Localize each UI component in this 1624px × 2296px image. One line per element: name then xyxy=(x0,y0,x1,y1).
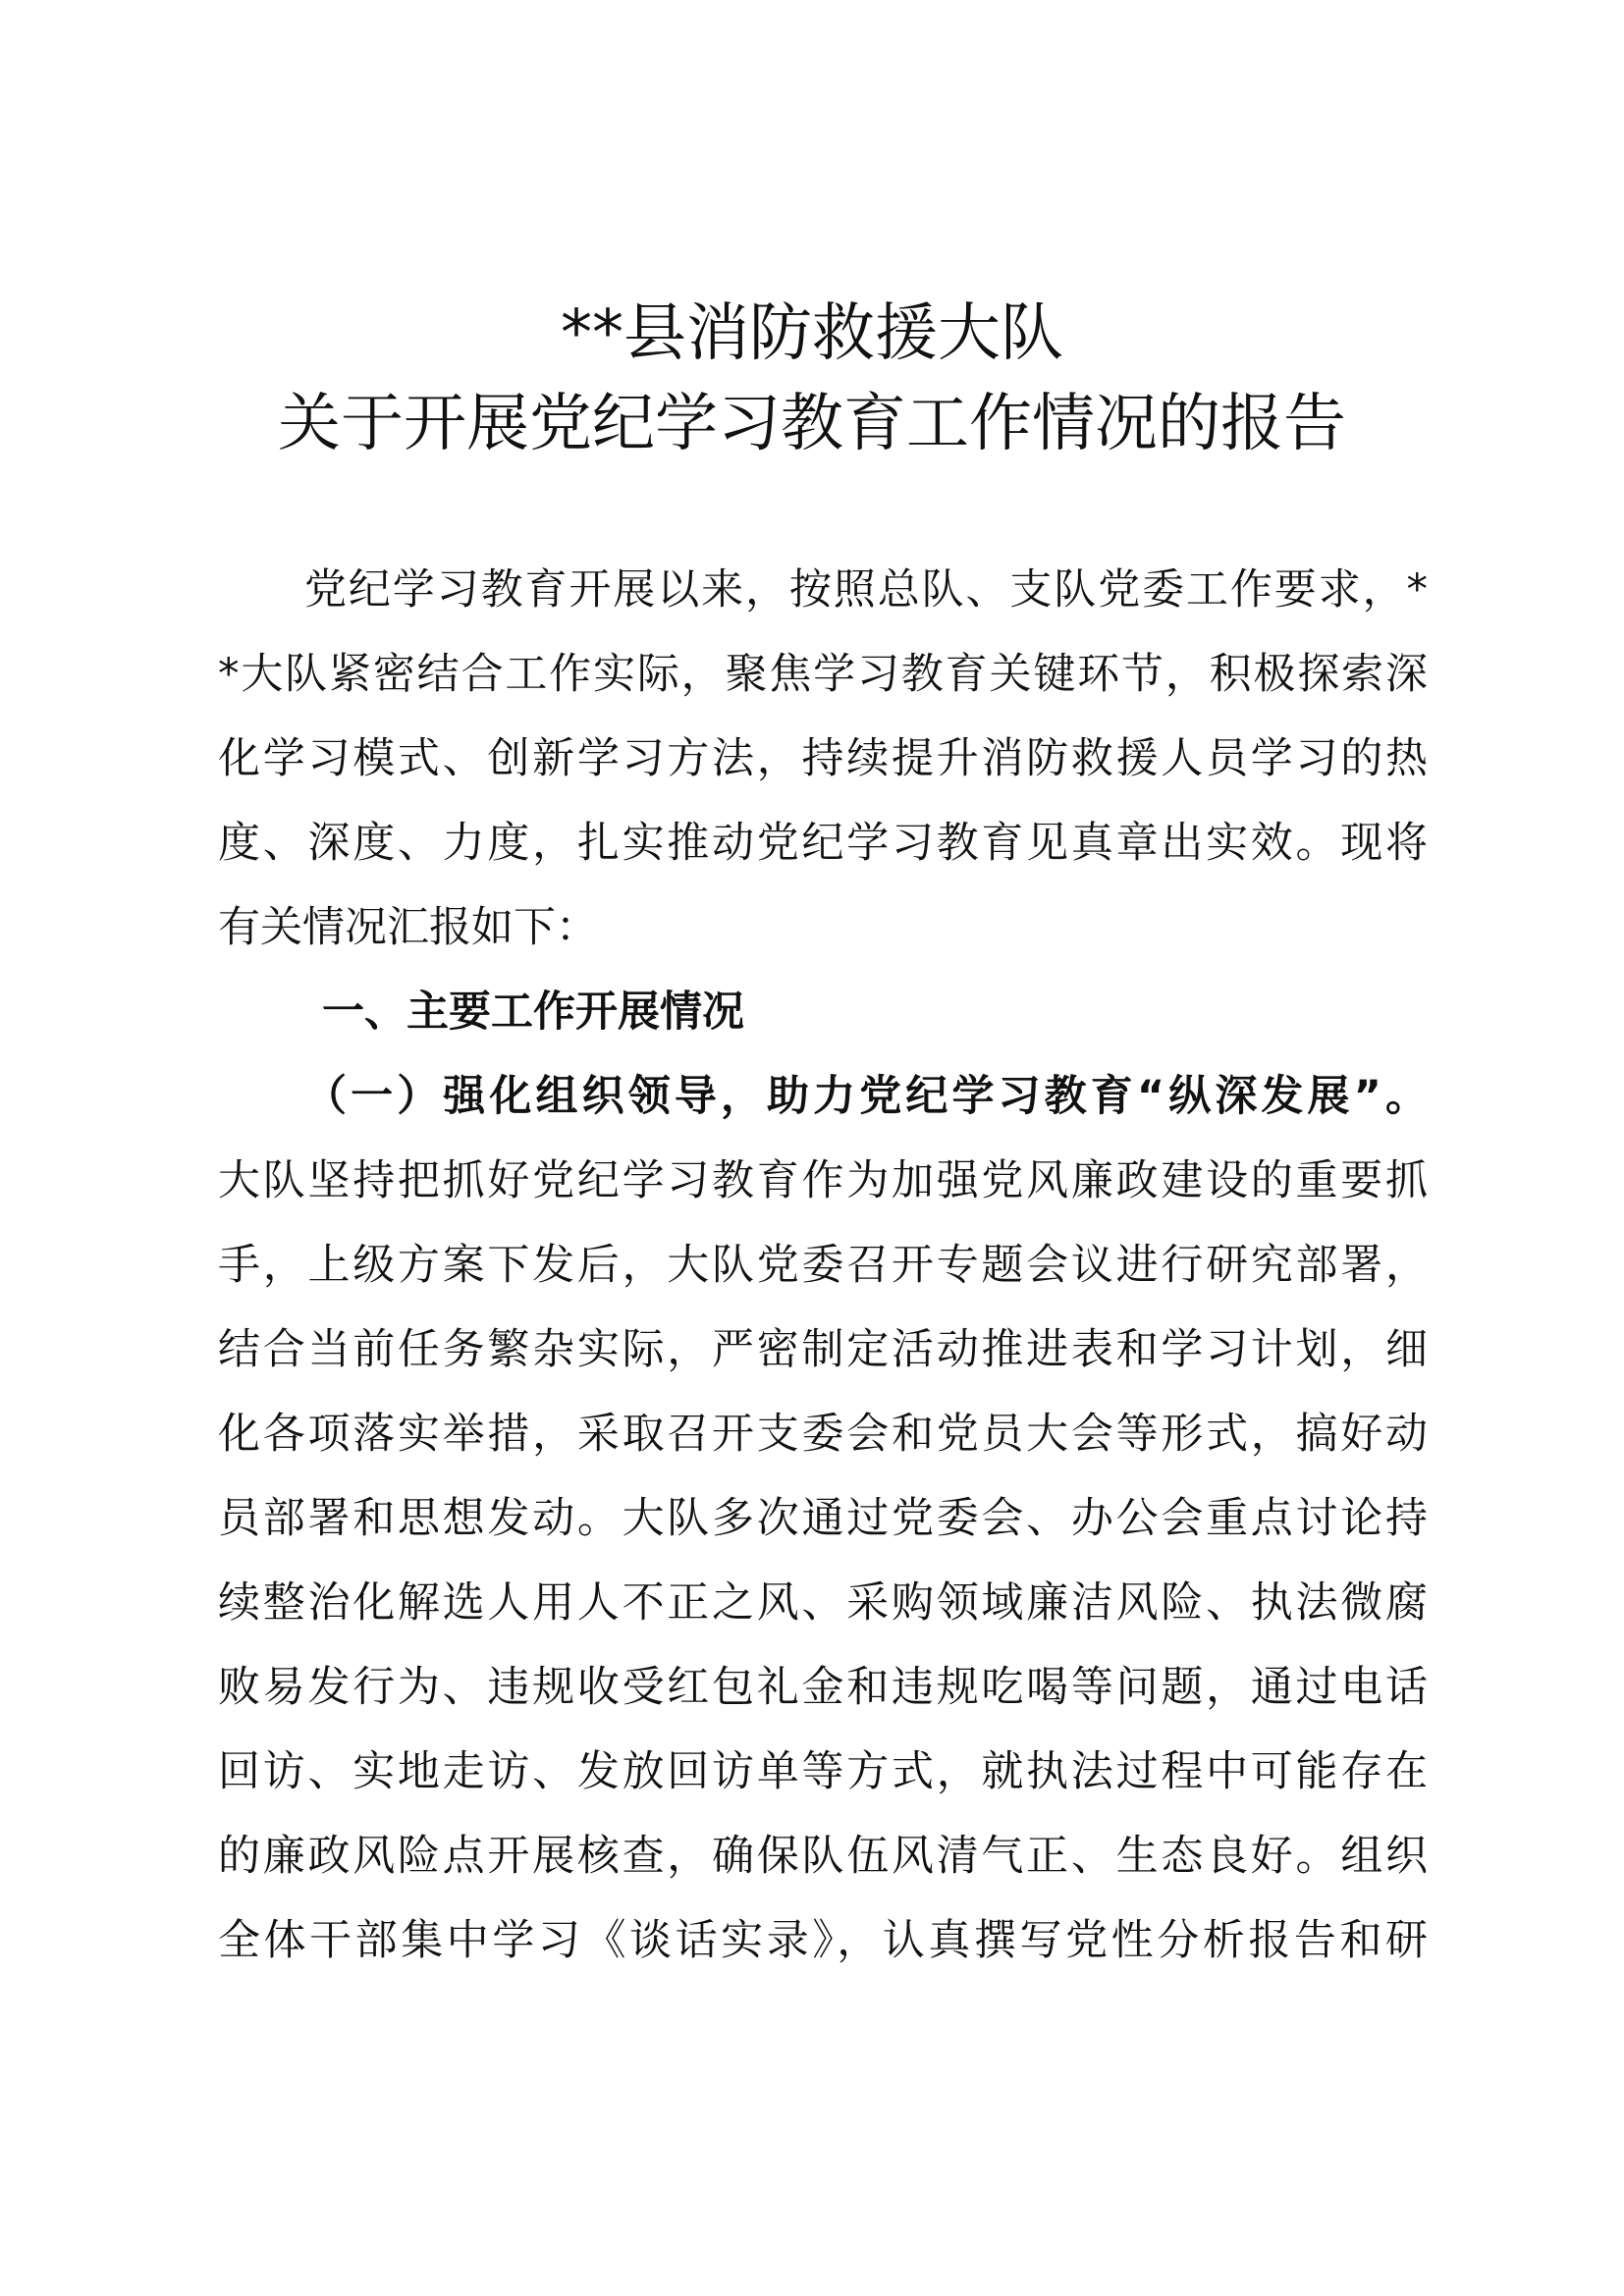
paragraph-line: 大队坚持把抓好党纪学习教育作为加强党风廉政建设的重要抓 xyxy=(218,1156,1428,1205)
paragraph-line: 手，上级方案下发后，大队党委召开专题会议进行研究部署， xyxy=(218,1241,1428,1290)
paragraph-line: 续整治化解选人用人不正之风、采购领域廉洁风险、执法微腐 xyxy=(218,1578,1428,1628)
document-title-line-2: 关于开展党纪学习教育工作情况的报告 xyxy=(278,388,1346,460)
section-heading: 一、主要工作开展情况 xyxy=(322,988,744,1037)
document-title-line-1: **县消防救援大队 xyxy=(561,297,1063,370)
paragraph-line: 回访、实地走访、发放回访单等方式，就执法过程中可能存在 xyxy=(218,1747,1428,1796)
intro-line: 度、深度、力度，扎实推动党纪学习教育见真章出实效。现将 xyxy=(218,819,1428,868)
intro-line: 有关情况汇报如下： xyxy=(218,903,598,952)
paragraph-line: 化各项落实举措，采取召开支委会和党员大会等形式，搞好动 xyxy=(218,1410,1428,1459)
paragraph-line: 全体干部集中学习《谈话实录》，认真撰写党性分析报告和研 xyxy=(218,1916,1428,1965)
paragraph-line: 结合当前任务繁杂实际，严密制定活动推进表和学习计划，细 xyxy=(218,1325,1428,1374)
intro-line: *大队紧密结合工作实际，聚焦学习教育关键环节，积极探索深 xyxy=(218,650,1428,699)
paragraph-line: 败易发行为、违规收受红包礼金和违规吃喝等问题，通过电话 xyxy=(218,1663,1428,1712)
paragraph-line: 员部署和思想发动。大队多次通过党委会、办公会重点讨论持 xyxy=(218,1494,1428,1543)
paragraph-line: 的廉政风险点开展核查，确保队伍风清气正、生态良好。组织 xyxy=(218,1832,1428,1881)
intro-line: 党纪学习教育开展以来，按照总队、支队党委工作要求，* xyxy=(304,565,1428,614)
subsection-heading: （一）强化组织领导，助力党纪学习教育“纵深发展”。 xyxy=(304,1072,1428,1121)
intro-line: 化学习模式、创新学习方法，持续提升消防救援人员学习的热 xyxy=(218,734,1428,783)
